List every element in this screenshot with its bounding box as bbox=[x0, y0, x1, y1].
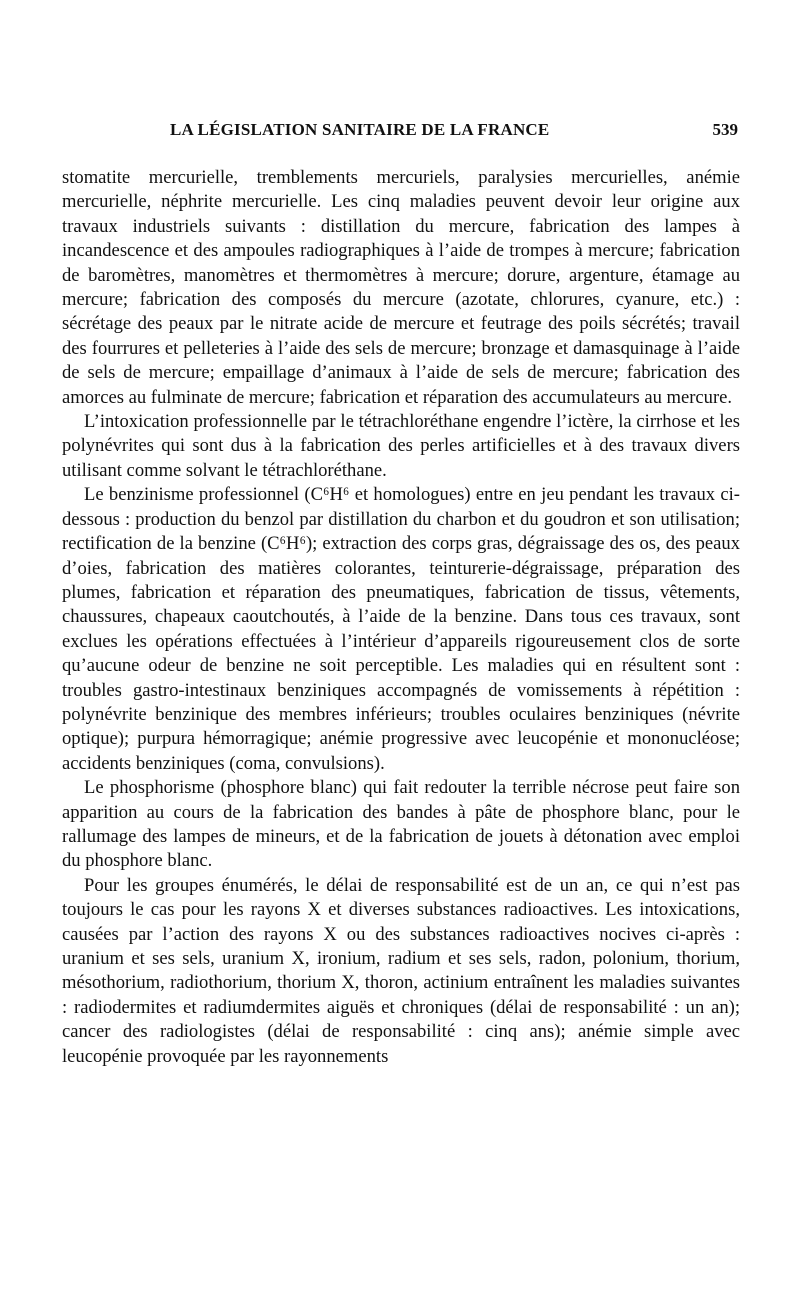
paragraph-radioactive: Pour les groupes énumérés, le délai de responsabilité est de un an, ce qui n’est pas toujours le cas pour les rayons X et diverses substances radioactives. Les intoxications, causées par l’action des rayons X ou des substances radioactives nocives ci-après : uranium et ses sels, uranium X, ironium, radium et ses sels, radon, polonium, thorium, mésothorium, radiothorium, thorium X, thoron, actinium entraînent les maladies suivantes : radiodermites et radiumdermites aiguës et chroniques (délai de responsabilité : un an); cancer des radiologistes (délai de responsabilité : cinq ans); anémie simple avec leucopénie provoquée par les rayonnements bbox=[62, 874, 740, 1067]
paragraph-mercury: stomatite mercurielle, tremblements mercuriels, paralysies mercurielles, anémie mercurielle, néphrite mercurielle. Les cinq maladies peuvent devoir leur origine aux travaux industriels suivants : distillation du mercure, fabrication des lampes à incandescence et des ampoules radiographiques à l’aide de trompes à mercure; fabrication de baromètres, manomètres et thermomètres à mercure; dorure, argenture, étamage au mercure; fabrication des composés du mercure (azotate, chlorures, cyanure, etc.) : sécrétage des peaux par le nitrate acide de mercure et feutrage des poils sécrétés; travail des fourrures et pelleteries à l’aide des sels de mercure; bronzage et damasquinage à l’aide de sels de mercure; empaillage d’animaux à l’aide de sels de mercure; fabrication des amorces au fulminate de mercure; fabrication et réparation des accumulateurs au mercure. bbox=[62, 167, 740, 408]
paragraph-phosphorisme: Le phosphorisme (phosphore blanc) qui fait redouter la terrible nécrose peut faire son apparition au cours de la fabrication des bandes à pâte de phosphore blanc, pour le rallumage des lampes de mineurs, et de la fabrication de jouets à détonation avec emploi du phosphore blanc. bbox=[62, 777, 740, 872]
body-text bbox=[62, 166, 740, 1069]
running-title: LA LÉGISLATION SANITAIRE DE LA FRANCE bbox=[170, 120, 550, 139]
paragraph-tetrachlorethane: L’intoxication professionnelle par le tétrachloréthane engendre l’ictère, la cirrhose et les polynévrites qui sont dus à la fabrication des perles artificielles et à des travaux divers utilisant comme solvant le tétrachloréthane. bbox=[62, 411, 740, 481]
paragraph-benzinisme: Le benzinisme professionnel (C⁶H⁶ et homologues) entre en jeu pendant les travaux ci-dessous : production du benzol par distillation du charbon et du goudron et son utilisation; rectification de la benzine (C⁶H⁶); extraction des corps gras, dégraissage des os, des peaux d’oies, fabrication des matières colorantes, teinturerie-dégraissage, préparation des plumes, fabrication et réparation des pneumatiques, fabrication de tissus, vêtements, chaussures, chapeaux caoutchoutés, à l’aide de la benzine. Dans tous ces travaux, sont exclues les opérations effectuées à l’intérieur d’appareils rigoureusement clos de sorte qu’aucune odeur de benzine ne soit perceptible. Les maladies qui en résultent sont : troubles gastro-intestinaux benziniques accompagnés de vomissements à répétition : polynévrite benzinique des membres inférieurs; troubles oculaires benziniques (névrite optique); purpura hémorragique; anémie progressive avec leucopénie et mononucléose; accidents benziniques (coma, convulsions). bbox=[62, 484, 740, 774]
page-header bbox=[62, 120, 738, 146]
page-number: 539 bbox=[712, 120, 738, 139]
